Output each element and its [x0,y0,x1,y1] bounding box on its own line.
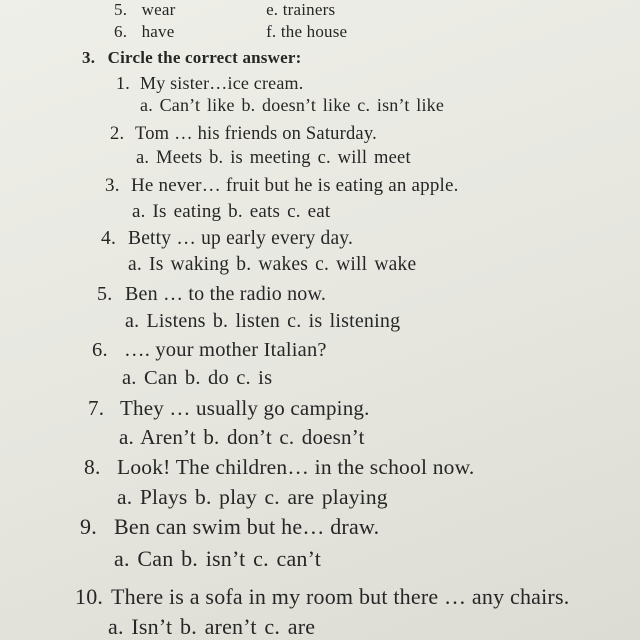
question-text: There is a sofa in my room but there … any chairs. [111,584,570,609]
matching-answer: e. trainers [266,0,336,19]
options-2: a. Meets b. is meeting c. will meet [136,148,411,168]
question-text: …. your mother Italian? [124,339,327,361]
question-text: Betty … up early every day. [128,228,354,249]
options-6: a. Can b. do c. is [122,367,273,389]
options-7: a. Aren’t b. don’t c. doesn’t [119,425,365,449]
question-1 [116,73,303,94]
section-number: 3. [82,48,96,67]
matching-number: 6. [114,22,128,41]
matching-word: wear [141,0,176,19]
question-number: 5. [97,283,113,305]
options-3: a. Is eating b. eats c. eat [132,201,331,222]
matching-word: have [141,22,175,41]
question-5 [97,283,326,306]
question-2 [110,124,377,145]
question-9 [80,514,379,540]
question-text: My sister…ice cream. [140,73,304,93]
question-number: 8. [84,455,101,479]
options-5: a. Listens b. listen c. is listening [125,310,401,332]
question-text: They … usually go camping. [120,396,370,420]
question-text: Ben can swim but he… draw. [114,514,380,539]
question-10 [75,584,569,610]
question-text: Tom … his friends on Saturday. [135,124,377,144]
options-1: a. Can’t like b. doesn’t like c. isn’t like [140,95,445,115]
question-8 [84,455,475,480]
question-text: Look! The children… in the school now. [117,455,475,479]
question-number: 4. [101,228,117,249]
section-heading [82,48,301,68]
question-number: 7. [88,396,105,420]
question-4 [101,228,353,250]
options-10: a. Isn’t b. aren’t c. are [108,614,316,639]
section-title: Circle the correct answer: [107,48,302,67]
question-text: Ben … to the radio now. [125,283,327,305]
question-6 [92,339,327,362]
question-7 [88,396,370,421]
matching-row-6 [114,22,347,42]
question-number: 2. [110,124,125,144]
options-9: a. Can b. isn’t c. can’t [114,546,322,571]
question-number: 1. [116,73,130,93]
matching-row-5 [114,0,335,20]
options-4: a. Is waking b. wakes c. will wake [128,254,417,275]
options-8: a. Plays b. play c. are playing [117,485,388,509]
question-number: 6. [92,339,108,361]
matching-number: 5. [114,0,128,19]
question-number: 10. [75,584,104,609]
question-3 [105,175,459,197]
matching-answer: f. the house [266,22,348,41]
question-text: He never… fruit but he is eating an apple. [131,175,459,196]
question-number: 3. [105,175,120,196]
question-number: 9. [80,514,97,539]
